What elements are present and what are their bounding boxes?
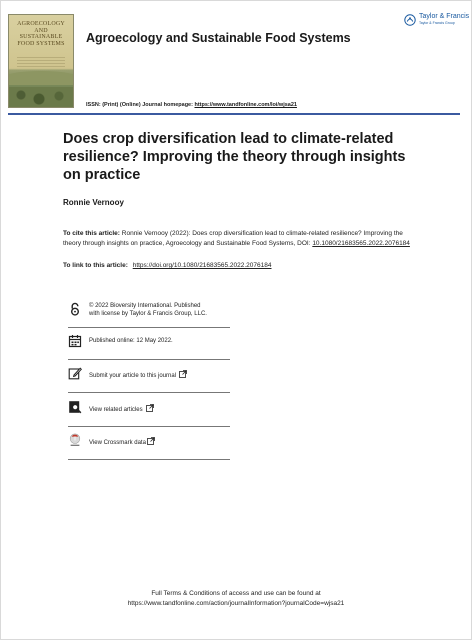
citation-label: To cite this article: <box>63 230 120 237</box>
related-articles-label: View related articles <box>89 407 143 413</box>
cover-title-line: AGROECOLOGY <box>17 21 65 27</box>
related-articles-text <box>89 404 154 414</box>
journal-homepage-link[interactable]: https://www.tandfonline.com/loi/wjsa21 <box>194 102 297 108</box>
cover-text-lines <box>17 57 65 67</box>
published-row <box>68 334 230 348</box>
publisher-logo-icon <box>404 14 416 26</box>
publisher-logo[interactable] <box>404 13 470 29</box>
crossmark-icon <box>68 433 82 447</box>
journal-cover-image <box>8 14 74 108</box>
terms-footer <box>0 589 472 608</box>
cover-hill <box>8 71 74 85</box>
terms-url-link[interactable]: https://www.tandfonline.com/action/journalInformation?journalCode=wjsa21 <box>127 599 345 607</box>
cover-title-line: AND <box>34 27 48 34</box>
issn-label: ISSN: (Print) (Online) Journal homepage: <box>86 102 193 108</box>
info-separator <box>68 327 230 328</box>
license-text <box>89 302 207 318</box>
license-line: © 2022 Bioversity International. Published <box>89 303 201 309</box>
journal-title: Agroecology and Sustainable Food Systems <box>86 31 351 45</box>
submit-article-label: Submit your article to this journal <box>89 373 177 379</box>
cover-title-line: FOOD SYSTEMS <box>17 40 65 47</box>
edit-icon <box>68 366 82 380</box>
crossmark-text <box>89 437 155 447</box>
terms-text: Full Terms & Conditions of access and use can be found at <box>151 590 321 597</box>
info-separator <box>68 392 230 393</box>
article-doi-link[interactable]: https://doi.org/10.1080/21683565.2022.2076184 <box>132 262 272 269</box>
citation-block <box>63 229 413 248</box>
header-rule <box>8 113 460 115</box>
published-date: Published online: 12 May 2022. <box>89 338 173 344</box>
crossmark-link[interactable] <box>68 433 230 449</box>
publisher-name: Taylor & Francis <box>419 13 470 20</box>
license-row <box>68 302 230 322</box>
related-articles-icon <box>68 400 82 414</box>
info-separator <box>68 459 230 460</box>
license-line: with license by Taylor & Francis Group, LLC. <box>89 311 207 317</box>
related-articles-link[interactable] <box>68 400 230 414</box>
external-link-icon <box>147 437 155 445</box>
link-label: To link to this article: <box>63 262 128 269</box>
publisher-subname: Taylor & Francis Group <box>419 21 455 25</box>
cover-title <box>11 21 71 47</box>
external-link-icon <box>179 370 187 378</box>
external-link-icon <box>146 404 154 412</box>
cover-trees <box>9 87 73 107</box>
article-title: Does crop diversification lead to climate-related resilience? Improving the theory through insights on practice <box>63 131 406 183</box>
issn-line <box>86 102 297 108</box>
article-link-line <box>63 262 272 269</box>
cover-title-line: SUSTAINABLE <box>19 34 63 40</box>
crossmark-label: View Crossmark data <box>89 440 146 446</box>
open-access-icon <box>68 302 82 316</box>
citation-text: Ronnie Vernooy (2022): Does crop diversification lead to climate-related resilience? Improving the theory through insights on practice, Agroecology and Sustainable Food Systems, DOI: <box>63 230 403 247</box>
citation-doi-link[interactable]: 10.1080/21683565.2022.2076184 <box>312 239 410 247</box>
article-author: Ronnie Vernooy <box>63 198 124 207</box>
info-separator <box>68 426 230 427</box>
calendar-icon <box>68 334 82 348</box>
submit-article-link[interactable] <box>68 366 230 380</box>
submit-article-text <box>89 370 187 380</box>
info-separator <box>68 359 230 360</box>
